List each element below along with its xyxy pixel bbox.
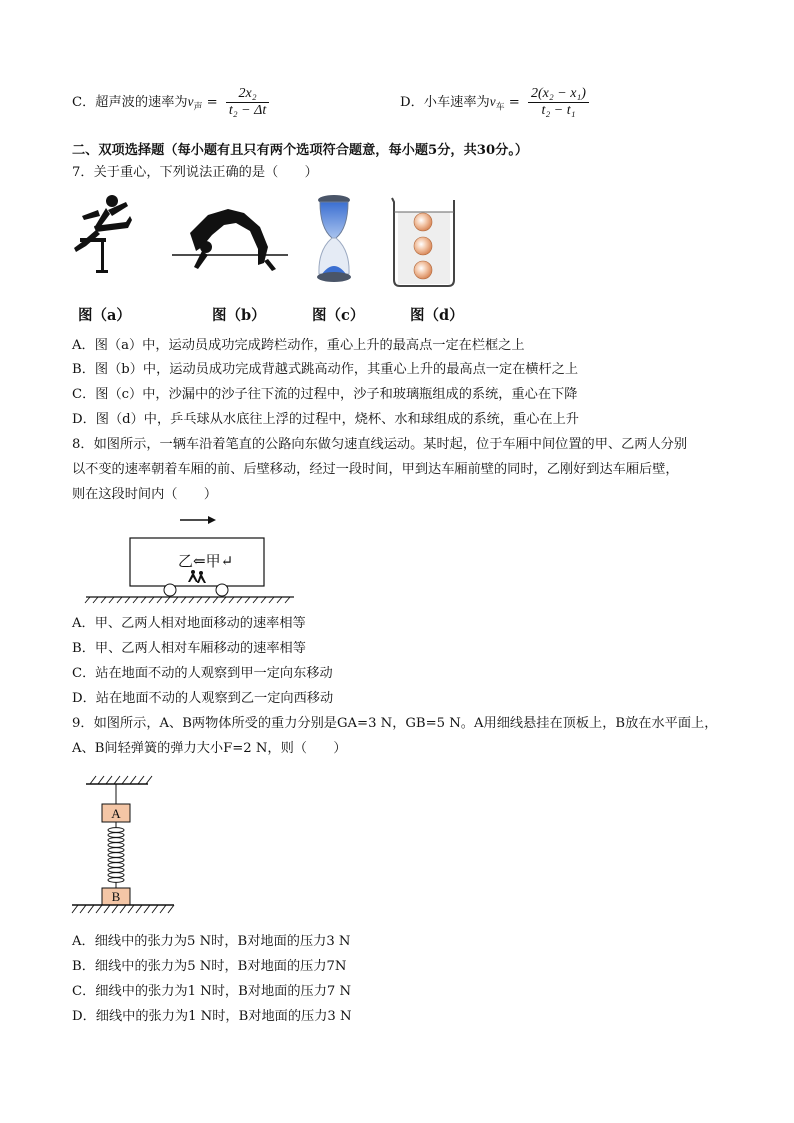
q6-option-d-var: v xyxy=(489,94,496,109)
q9-stem-line-1: 9．如图所示，A、B两物体所受的重力分别是GA=3 N，GB=5 N。A用细线悬挂在顶板上，B放在水平面上， xyxy=(72,716,718,731)
q7-option-a: A．图（a）中，运动员成功完成跨栏动作，重心上升的最高点一定在栏框之上 xyxy=(72,338,525,353)
figure-q9-spring-system xyxy=(70,772,176,916)
q7-option-b: B．图（b）中，运动员成功完成背越式跳高动作，其重心上升的最高点一定在横杆之上 xyxy=(72,362,579,377)
q7-option-d: D．图（d）中，乒乓球从水底往上浮的过程中，烧杯、水和球组成的系统，重心在上升 xyxy=(72,412,579,427)
q9-block-b-label: B xyxy=(111,889,121,904)
q6-option-d-numerator: 2(x₂ − x₁) xyxy=(528,86,589,103)
q6-option-c-fraction xyxy=(226,86,269,119)
q6-option-c-sub: 声 xyxy=(193,102,203,113)
figure-c-label: 图（c） xyxy=(312,307,365,324)
q9-option-d: D．细线中的张力为1 N时，B对地面的压力3 N xyxy=(72,1009,352,1024)
q9-block-a-label: A xyxy=(111,806,121,821)
figure-a-label: 图（a） xyxy=(78,307,131,324)
q8-figure-label: 乙⇐甲↵ xyxy=(178,552,234,570)
figure-c-hourglass xyxy=(312,194,356,284)
q8-stem-line-3: 则在这段时间内（ ） xyxy=(72,487,218,502)
q9-stem-line-2: A、B间轻弹簧的弹力大小F=2 N，则（ ） xyxy=(72,741,347,756)
q8-option-c: C．站在地面不动的人观察到甲一定向东移动 xyxy=(72,666,333,681)
q9-option-b: B．细线中的张力为5 N时，B对地面的压力7N xyxy=(72,959,347,974)
q6-option-c-denominator: t₂ − Δt xyxy=(228,103,267,118)
q8-stem-line-1: 8．如图所示，一辆车沿着笔直的公路向东做匀速直线运动。某时起，位于车厢中间位置的甲、乙两人分别 xyxy=(72,437,688,452)
q8-stem-line-2: 以不变的速率朝着车厢的前、后壁移动，经过一段时间，甲到达车厢前壁的同时，乙刚好到达车厢后壁， xyxy=(72,462,679,477)
q6-option-c-var: v xyxy=(187,94,194,109)
q8-option-b: B．甲、乙两人相对车厢移动的速率相等 xyxy=(72,641,306,656)
q6-option-c-numerator: 2x₂ xyxy=(226,86,269,103)
q6-option-c: C．超声波的速率为$v_声$ = $\frac{\text{2x₂}}{\text{t₂ − Δt}}$ xyxy=(72,86,269,119)
q6-option-c-prefix: C．超声波的速率为 xyxy=(72,95,188,110)
q9-option-c: C．细线中的张力为1 N时，B对地面的压力7 N xyxy=(72,984,352,999)
q7-stem: 7．关于重心，下列说法正确的是（ ） xyxy=(72,165,318,180)
q6-option-d-fraction xyxy=(528,86,589,119)
q8-option-a: A．甲、乙两人相对地面移动的速率相等 xyxy=(72,616,306,631)
q7-option-c: C．图（c）中，沙漏中的沙子往下流的过程中，沙子和玻璃瓶组成的系统，重心在下降 xyxy=(72,387,578,402)
q6-option-d-sub: 车 xyxy=(495,102,505,113)
q6-option-d: D．小车速率为$v_车$ = $\frac{\text{2(x₂ − x₁)}}{\text{t₂ − t₁}}$ xyxy=(400,86,589,119)
figure-q8-carriage xyxy=(84,510,296,604)
section-heading: 二、双项选择题（每小题有且只有两个选项符合题意，每小题5分，共30分。） xyxy=(72,143,529,158)
figure-d-label: 图（d） xyxy=(410,307,464,324)
q8-option-d: D．站在地面不动的人观察到乙一定向西移动 xyxy=(72,691,334,706)
q6-option-d-denominator: t₂ − t₁ xyxy=(541,103,576,118)
figure-b-high-jumper xyxy=(172,205,290,275)
q9-option-a: A．细线中的张力为5 N时，B对地面的压力3 N xyxy=(72,934,351,949)
figure-d-beaker xyxy=(388,196,458,288)
q6-option-d-prefix: D．小车速率为 xyxy=(400,95,490,110)
figure-a-hurdler xyxy=(68,192,148,284)
figure-b-label: 图（b） xyxy=(212,307,266,324)
